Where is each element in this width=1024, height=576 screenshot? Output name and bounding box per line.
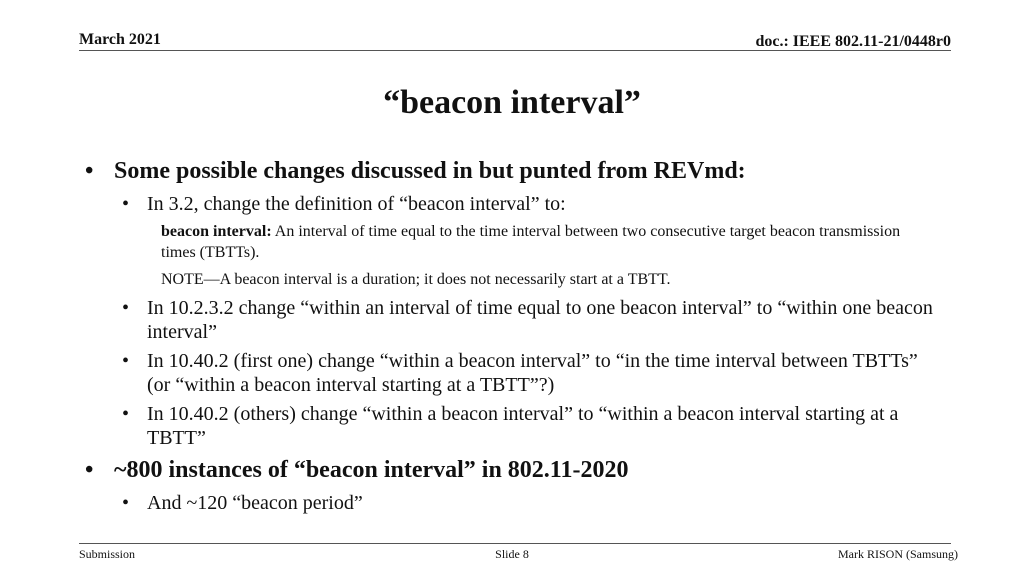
footer-author: Mark RISON (Samsung) [838, 547, 958, 561]
header-date: March 2021 [79, 31, 161, 48]
header-doc-id: doc.: IEEE 802.11-21/0448r0 [755, 33, 951, 50]
bullet-text: In 10.2.3.2 change “within an interval of time equal to one beacon interval” to “within one beacon interval” [147, 297, 933, 343]
slide-body [85, 156, 945, 520]
bullet-text: ~800 instances of “beacon interval” in 802.11-2020 [114, 457, 629, 483]
bullet-level1 [85, 156, 945, 186]
definition-term: beacon interval: [161, 223, 272, 240]
bullet-glyph: • [85, 457, 94, 483]
definition-text: An interval of time equal to the time interval between two consecutive target beacon transmission times (TBTTs). [161, 223, 901, 261]
slide-title: “beacon interval” [383, 84, 641, 121]
footer-submission: Submission [79, 547, 136, 561]
bullet-text: Some possible changes discussed in but punted from REVmd: [114, 158, 746, 184]
footer-divider [79, 543, 951, 544]
bullet-text: In 10.40.2 (others) change “within a beacon interval” to “within a beacon interval starting at a TBTT” [147, 403, 899, 449]
bullet-text: In 10.40.2 (first one) change “within a beacon interval” to “in the time interval between TBTTs” (or “within a beacon interval starting at a TBTT”?) [147, 350, 918, 396]
bullet-level1 [85, 455, 945, 485]
bullet-level2 [122, 192, 945, 216]
bullet-text: In 3.2, change the definition of “beacon interval” to: [147, 193, 566, 215]
bullet-level2 [122, 349, 945, 397]
bullet-glyph: • [122, 403, 130, 425]
bullet-level2 [122, 402, 945, 450]
bullet-glyph: • [85, 158, 94, 184]
footer-slide-number: Slide 8 [495, 547, 529, 561]
definition-note: NOTE—A beacon interval is a duration; it does not necessarily start at a TBTT. [161, 271, 671, 288]
bullet-glyph: • [122, 492, 130, 514]
header-divider [79, 50, 951, 51]
bullet-text: And ~120 “beacon period” [147, 492, 363, 514]
bullet-glyph: • [122, 297, 130, 319]
bullet-level2 [122, 296, 945, 344]
bullet-level2 [122, 491, 945, 515]
bullet-glyph: • [122, 193, 130, 215]
definition-paragraph [161, 221, 911, 263]
bullet-glyph: • [122, 350, 130, 372]
